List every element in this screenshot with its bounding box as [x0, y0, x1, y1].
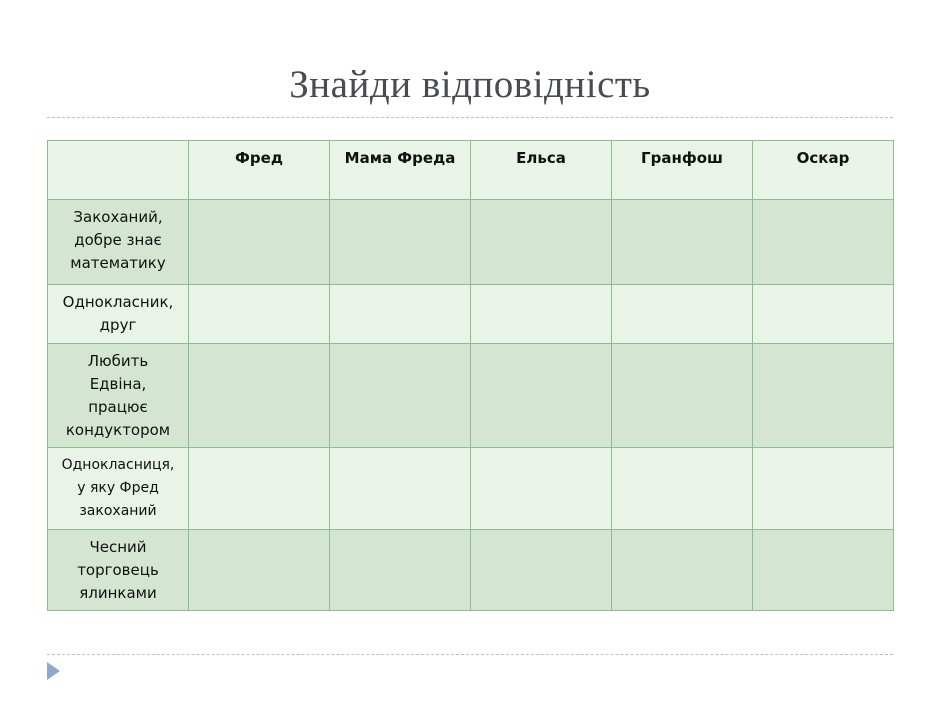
row-label-line: торговець	[77, 561, 159, 579]
header-empty-cell	[48, 141, 189, 200]
answer-cell[interactable]	[753, 530, 894, 611]
answer-cell[interactable]	[471, 448, 612, 530]
row-label-line: кондуктором	[65, 421, 171, 439]
row-label	[48, 344, 189, 448]
answer-cell[interactable]	[612, 344, 753, 448]
column-header-fred-mother: Мама Фреда	[330, 141, 471, 200]
answer-cell[interactable]	[189, 344, 330, 448]
answer-cell[interactable]	[330, 344, 471, 448]
answer-cell[interactable]	[753, 200, 894, 285]
column-header-oskar: Оскар	[753, 141, 894, 200]
row-label	[48, 285, 189, 344]
row-label-line: друг	[99, 316, 137, 334]
answer-cell[interactable]	[612, 530, 753, 611]
row-label-line: математику	[70, 254, 166, 272]
column-header-elsa: Ельса	[471, 141, 612, 200]
answer-cell[interactable]	[471, 200, 612, 285]
row-label-line: добре знає	[74, 231, 162, 249]
row-label-line: Однокласниця,	[61, 457, 175, 473]
column-header-fred: Фред	[189, 141, 330, 200]
row-label-line: Любить	[87, 352, 149, 370]
table-row	[48, 344, 894, 448]
answer-cell[interactable]	[612, 448, 753, 530]
answer-cell[interactable]	[189, 200, 330, 285]
answer-cell[interactable]	[330, 285, 471, 344]
table-header-row	[48, 141, 894, 200]
row-label-line: закоханий	[79, 503, 157, 519]
answer-cell[interactable]	[189, 448, 330, 530]
table-row	[48, 448, 894, 530]
row-label-line: Однокласник,	[62, 293, 174, 311]
answer-cell[interactable]	[471, 285, 612, 344]
answer-cell[interactable]	[753, 448, 894, 530]
bottom-divider	[47, 654, 893, 655]
row-label	[48, 448, 189, 530]
answer-cell[interactable]	[330, 530, 471, 611]
triangle-right-icon[interactable]	[47, 662, 60, 680]
row-label-line: Чесний	[89, 538, 147, 556]
answer-cell[interactable]	[471, 344, 612, 448]
answer-cell[interactable]	[189, 285, 330, 344]
answer-cell[interactable]	[189, 530, 330, 611]
answer-cell[interactable]	[753, 285, 894, 344]
row-label-line: Закоханий,	[73, 208, 163, 226]
row-label-line: працює	[88, 398, 148, 416]
top-divider	[47, 117, 893, 118]
slide-title: Знайди відповідність	[289, 63, 651, 106]
answer-cell[interactable]	[330, 200, 471, 285]
answer-cell[interactable]	[471, 530, 612, 611]
row-label-line: у яку Фред	[77, 480, 159, 496]
table-row	[48, 200, 894, 285]
table-row	[48, 285, 894, 344]
answer-cell[interactable]	[753, 344, 894, 448]
row-label	[48, 530, 189, 611]
matching-table	[47, 140, 894, 611]
row-label-line: Едвіна,	[89, 375, 147, 393]
answer-cell[interactable]	[330, 448, 471, 530]
row-label	[48, 200, 189, 285]
table-row	[48, 530, 894, 611]
row-label-line: ялинками	[79, 584, 157, 602]
answer-cell[interactable]	[612, 200, 753, 285]
column-header-granfosh: Гранфош	[612, 141, 753, 200]
answer-cell[interactable]	[612, 285, 753, 344]
